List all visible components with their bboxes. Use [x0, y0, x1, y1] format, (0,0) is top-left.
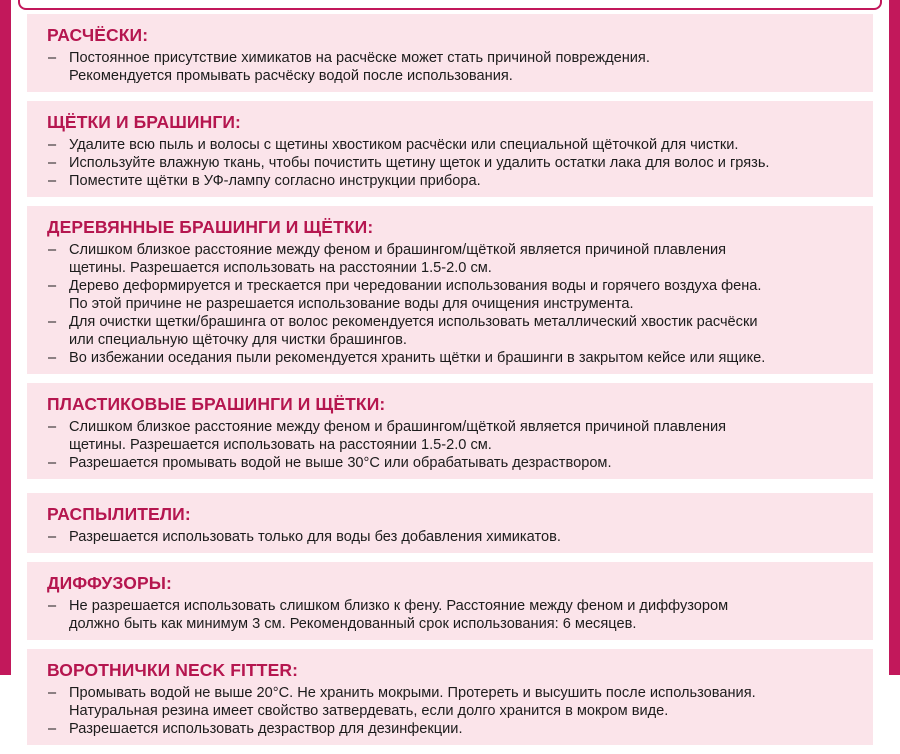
- dash-bullet: –: [48, 155, 57, 171]
- list-item: [47, 241, 859, 277]
- list-item: [47, 136, 859, 154]
- dash-bullet: –: [48, 242, 57, 258]
- dash-bullet: –: [48, 173, 57, 189]
- list-item: [47, 528, 859, 546]
- item-line: щетины. Разрешается использовать на расстоянии 1.5-2.0 см.: [69, 437, 492, 453]
- section-heading: РАСЧЁСКИ:: [47, 25, 149, 45]
- dash-bullet: –: [48, 685, 57, 701]
- item-line: Разрешается промывать водой не выше 30°C или обрабатывать дезраствором.: [69, 455, 612, 471]
- item-line: Промывать водой не выше 20°C. Не хранить мокрыми. Протереть и высушить после использования.: [69, 685, 756, 701]
- section-wooden-brushes: [27, 206, 873, 374]
- section-heading: ЩЁТКИ И БРАШИНГИ:: [47, 112, 241, 132]
- care-instructions: [27, 14, 873, 754]
- dash-bullet: –: [48, 350, 57, 366]
- list-item: [47, 684, 859, 720]
- list-item: [47, 349, 859, 367]
- dash-bullet: –: [48, 419, 57, 435]
- item-line: Постоянное присутствие химикатов на расчёске может стать причиной повреждения.: [69, 50, 650, 66]
- section-heading: РАСПЫЛИТЕЛИ:: [47, 504, 191, 524]
- item-line: щетины. Разрешается использовать на расстоянии 1.5-2.0 см.: [69, 260, 492, 276]
- section-neck-fitter: [27, 649, 873, 745]
- dash-bullet: –: [48, 455, 57, 471]
- item-line: Поместите щётки в УФ-лампу согласно инструкции прибора.: [69, 173, 481, 189]
- section-diffusers: [27, 562, 873, 640]
- list-item: [47, 418, 859, 454]
- section-sprayers: [27, 493, 873, 553]
- item-line: Используйте влажную ткань, чтобы почистить щетину щеток и удалить остатки лака для волос и грязь.: [69, 155, 770, 171]
- top-frame-border: [18, 0, 882, 10]
- dash-bullet: –: [48, 721, 57, 737]
- list-item: [47, 172, 859, 190]
- item-line: Удалите всю пыль и волосы с щетины хвостиком расчёски или специальной щёточкой для чистки.: [69, 137, 739, 153]
- section-heading: ДИФФУЗОРЫ:: [47, 573, 172, 593]
- list-item: [47, 154, 859, 172]
- item-line: По этой причине не разрешается использование воды для очищения инструмента.: [69, 296, 634, 312]
- item-line: Не разрешается использовать слишком близко к фену. Расстояние между феном и диффузором: [69, 598, 729, 614]
- item-line: Слишком близкое расстояние между феном и брашингом/щёткой является причиной плавления: [69, 242, 727, 258]
- item-line: Во избежании оседания пыли рекомендуется хранить щётки и брашинги в закрытом кейсе или ящике.: [69, 350, 766, 366]
- section-heading: ДЕРЕВЯННЫЕ БРАШИНГИ И ЩЁТКИ:: [47, 217, 374, 237]
- section-heading: ПЛАСТИКОВЫЕ БРАШИНГИ И ЩЁТКИ:: [47, 394, 386, 414]
- list-item: [47, 720, 859, 738]
- item-line: Разрешается использовать дезраствор для дезинфекции.: [69, 721, 463, 737]
- dash-bullet: –: [48, 529, 57, 545]
- item-line: или специальную щёточку для чистки брашингов.: [69, 332, 407, 348]
- item-line: Разрешается использовать только для воды без добавления химикатов.: [69, 529, 561, 545]
- list-item: [47, 597, 859, 633]
- item-line: Слишком близкое расстояние между феном и брашингом/щёткой является причиной плавления: [69, 419, 727, 435]
- item-line: Для очистки щетки/брашинга от волос рекомендуется использовать металлический хвостик расчёски: [69, 314, 758, 330]
- section-heading: ВОРОТНИЧКИ NECK FITTER:: [47, 660, 299, 680]
- dash-bullet: –: [48, 137, 57, 153]
- dash-bullet: –: [48, 598, 57, 614]
- item-line: должно быть как минимум 3 см. Рекомендованный срок использования: 6 месяцев.: [69, 616, 637, 632]
- dash-bullet: –: [48, 50, 57, 66]
- dash-bullet: –: [48, 314, 57, 330]
- right-frame-bar: [889, 0, 900, 675]
- section-plastic-brushes: [27, 383, 873, 479]
- list-item: [47, 277, 859, 313]
- dash-bullet: –: [48, 278, 57, 294]
- section-brushes: [27, 101, 873, 197]
- item-line: Дерево деформируется и трескается при чередовании использования воды и горячего воздуха фена.: [69, 278, 762, 294]
- section-combs: [27, 14, 873, 92]
- left-frame-bar: [0, 0, 11, 675]
- item-line: Рекомендуется промывать расчёску водой после использования.: [69, 68, 513, 84]
- list-item: [47, 454, 859, 472]
- list-item: [47, 49, 859, 85]
- item-line: Натуральная резина имеет свойство затвердевать, если долго хранится в мокром виде.: [69, 703, 669, 719]
- list-item: [47, 313, 859, 349]
